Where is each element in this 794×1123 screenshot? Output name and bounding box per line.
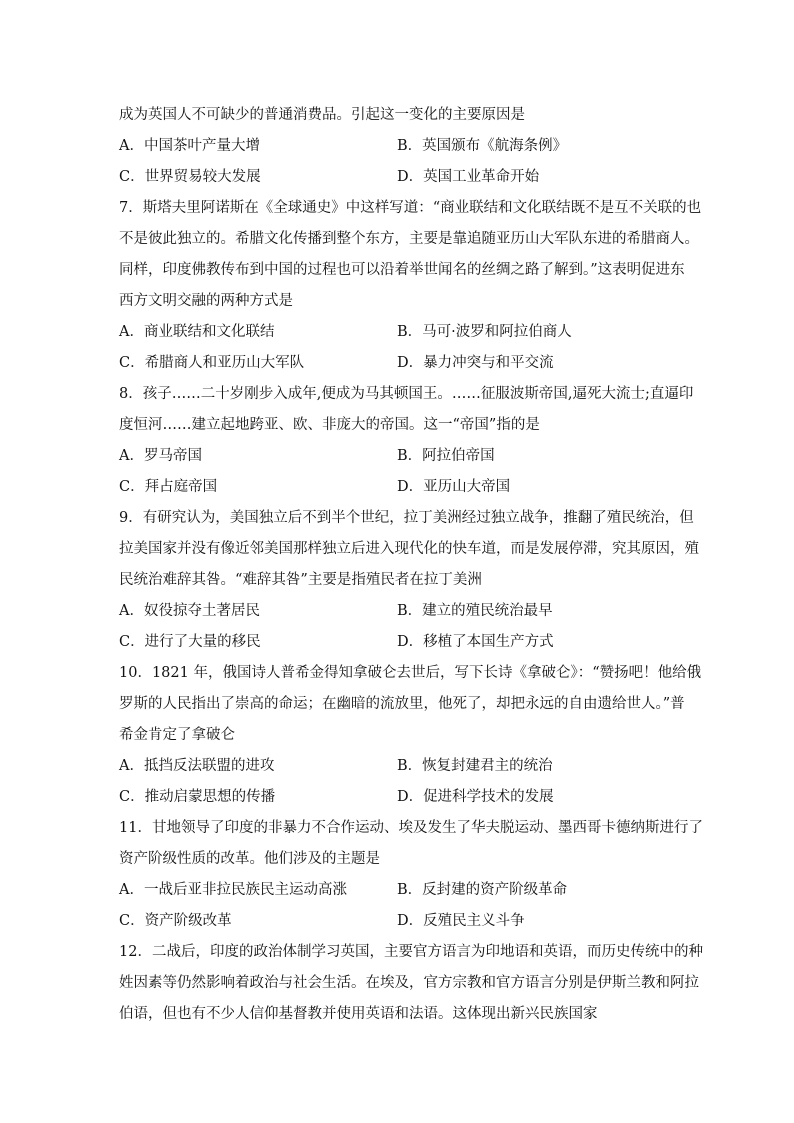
exam-page [119,100,703,1030]
question-9 [119,503,699,658]
question-line: 7．斯塔夫里阿诺斯在《全球通史》中这样写道：“商业联结和文化联结既不是互不关联的也 [119,200,702,216]
option-a: A．奴役掠夺土著居民 [119,603,260,619]
question-line: 8．孩子……二十岁刚步入成年,便成为马其顿国王。……征服波斯帝国,逼死大流士;直逼印 [119,386,694,402]
option-b: B．阿拉伯帝国 [397,448,495,464]
question-line: 度恒河……建立起地跨亚、欧、非庞大的帝国。这一“帝国”指的是 [119,417,540,433]
question-line: 同样，印度佛教传布到中国的过程也可以沿着举世闻名的丝绸之路了解到。”这表明促进东 [119,262,685,278]
options-row [119,875,679,906]
options-row [119,472,679,503]
question-line: 民统治难辞其咎。“难辞其咎”主要是指殖民者在拉丁美洲 [119,572,482,588]
question-line: 资产阶级性质的改革。他们涉及的主题是 [119,851,380,867]
options-row [119,162,679,193]
question-line: 希金肯定了拿破仑 [119,727,235,743]
option-c: C．世界贸易较大发展 [119,169,261,185]
options-row [119,348,679,379]
options-row [119,782,679,813]
option-d: D．英国工业革命开始 [397,169,540,185]
option-a: A．中国茶叶产量大增 [119,138,260,154]
question-line: 罗斯的人民指出了崇高的命运；在幽暗的流放里，他死了，却把永远的自由遗给世人。”普 [119,696,685,712]
option-d: D．移植了本国生产方式 [397,634,554,650]
question-11 [119,813,703,937]
question-8 [119,379,694,503]
option-c: C．进行了大量的移民 [119,634,261,650]
options-row [119,441,679,472]
option-b: B．英国颁布《航海条例》 [397,138,568,154]
option-d: D．暴力冲突与和平交流 [397,355,554,371]
option-d: D．亚历山大帝国 [397,479,511,495]
option-b: B．建立的殖民统治最早 [397,603,553,619]
question-12 [119,937,703,1030]
question-line: 姓因素等仍然影响着政治与社会生活。在埃及，官方宗教和官方语言分别是伊斯兰教和阿拉 [119,975,699,991]
question-line: 10．1821 年，俄国诗人普希金得知拿破仑去世后，写下长诗《拿破仑》：“赞扬吧！他给俄 [119,665,702,681]
question-line: 12．二战后，印度的政治体制学习英国，主要官方语言为印地语和英语，而历史传统中的种 [119,944,703,960]
question-10 [119,658,702,813]
option-d: D．反殖民主义斗争 [397,913,525,929]
option-b: B．反封建的资产阶级革命 [397,882,568,898]
option-b: B．马可·波罗和阿拉伯商人 [397,324,572,340]
question-line: 9．有研究认为，美国独立后不到半个世纪，拉丁美洲经过独立战争，推翻了殖民统治，但 [119,510,694,526]
question-6-continuation [119,100,679,193]
options-row [119,627,679,658]
option-c: C．拜占庭帝国 [119,479,218,495]
options-row [119,131,679,162]
options-row [119,751,679,782]
option-a: A．抵挡反法联盟的进攻 [119,758,275,774]
option-a: A．一战后亚非拉民族民主运动高涨 [119,882,347,898]
question-line: 成为英国人不可缺少的普通消费品。引起这一变化的主要原因是 [119,107,525,123]
question-line: 拉美国家并没有像近邻美国那样独立后进入现代化的快车道，而是发展停滞，究其原因，殖 [119,541,699,557]
question-line: 不是彼此独立的。希腊文化传播到整个东方，主要是靠追随亚历山大军队东进的希腊商人。 [119,231,699,247]
options-row [119,596,679,627]
question-line: 伯语，但也有不少人信仰基督教并使用英语和法语。这体现出新兴民族国家 [119,1006,598,1022]
question-7 [119,193,702,379]
option-a: A．罗马帝国 [119,448,202,464]
options-row [119,906,679,937]
option-b: B．恢复封建君主的统治 [397,758,553,774]
option-c: C．资产阶级改革 [119,913,232,929]
question-line: 西方文明交融的两种方式是 [119,293,293,309]
option-a: A．商业联结和文化联结 [119,324,275,340]
option-c: C．推动启蒙思想的传播 [119,789,276,805]
question-line: 11．甘地领导了印度的非暴力不合作运动、埃及发生了华夫脱运动、墨西哥卡德纳斯进行了 [119,820,703,836]
option-d: D．促进科学技术的发展 [397,789,554,805]
option-c: C．希腊商人和亚历山大军队 [119,355,305,371]
options-row [119,317,679,348]
